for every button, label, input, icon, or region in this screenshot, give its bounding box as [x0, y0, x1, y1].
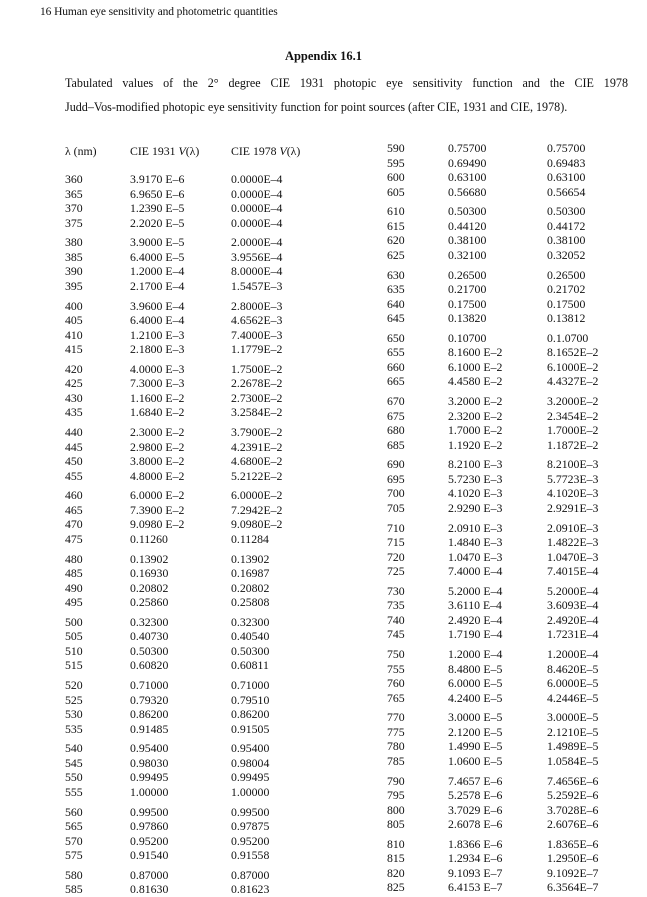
wavelength-cell: 545 — [65, 755, 83, 770]
wavelength-cell: 370 — [65, 201, 83, 216]
wavelength-cell: 430 — [65, 390, 83, 405]
cie1978-cell: 0.81623 — [231, 882, 270, 897]
cie1931-cell: 7.4000 E–4 — [448, 564, 503, 579]
cie1931-cell: 0.91485 — [130, 721, 169, 736]
cie1978-cell: 1.0584E–5 — [547, 753, 599, 768]
cie1978-cell: 1.5457E–3 — [231, 278, 283, 293]
cie1931-cell: 2.6078 E–6 — [448, 817, 503, 832]
cie1931-cell: 6.0000 E–5 — [448, 676, 503, 691]
wavelength-cell: 680 — [387, 423, 405, 438]
cie1931-cell: 7.3900 E–2 — [130, 502, 185, 517]
cie1978-cell: 0.79510 — [231, 692, 270, 707]
wavelength-cell: 460 — [65, 488, 83, 503]
wavelength-cell: 480 — [65, 551, 83, 566]
wavelength-cell: 395 — [65, 278, 83, 293]
wavelength-cell: 515 — [65, 658, 83, 673]
cie1978-cell: 0.38100 — [547, 233, 586, 248]
cie1931-cell: 2.9800 E–2 — [130, 439, 185, 454]
wavelength-cell: 660 — [387, 359, 405, 374]
cie1978-cell: 0.99500 — [231, 804, 270, 819]
wavelength-cell: 535 — [65, 721, 83, 736]
cie1931-cell: 5.2578 E–6 — [448, 788, 503, 803]
cie1931-cell: 0.40730 — [130, 629, 169, 644]
wavelength-cell: 685 — [387, 437, 405, 452]
cie1978-cell: 1.7500E–2 — [231, 361, 283, 376]
cie1931-cell: 3.8000 E–2 — [130, 454, 185, 469]
cie1931-cell: 1.6840 E–2 — [130, 405, 185, 420]
wavelength-cell: 635 — [387, 282, 405, 297]
cie1978-cell: 0.21702 — [547, 282, 586, 297]
cie1931-cell: 3.6110 E–4 — [448, 598, 502, 613]
cie1931-cell: 3.9600 E–4 — [130, 298, 185, 313]
cie1931-cell: 2.1700 E–4 — [130, 278, 185, 293]
cie1931-cell: 4.4580 E–2 — [448, 374, 503, 389]
cie1931-cell: 0.38100 — [448, 233, 487, 248]
wavelength-cell: 490 — [65, 580, 83, 595]
wavelength-cell: 625 — [387, 247, 405, 262]
cie1931-cell: 2.1200 E–5 — [448, 724, 503, 739]
cie1931-cell: 0.50300 — [448, 204, 487, 219]
cie1978-cell: 1.7000E–2 — [547, 423, 599, 438]
cie1931-cell: 0.95400 — [130, 741, 169, 756]
cie1931-cell: 1.2100 E–3 — [130, 327, 185, 342]
cie1978-cell: 3.7028E–6 — [547, 802, 599, 817]
cie1978-cell: 0.60811 — [231, 658, 269, 673]
cie1931-cell: 2.2020 E–5 — [130, 215, 185, 230]
wavelength-cell: 575 — [65, 848, 83, 863]
wavelength-cell: 415 — [65, 342, 83, 357]
cie1978-cell: 0.11284 — [231, 531, 269, 546]
cie1978-cell: 2.6076E–6 — [547, 817, 599, 832]
header-cie1978: CIE 1978 V(λ) — [231, 144, 301, 158]
wavelength-cell: 530 — [65, 707, 83, 722]
cie1931-cell: 0.69490 — [448, 155, 487, 170]
cie1931-cell: 0.13902 — [130, 551, 169, 566]
cie1931-cell: 0.97860 — [130, 819, 169, 834]
cie1931-cell: 0.99500 — [130, 804, 169, 819]
cie1978-cell: 0.99495 — [231, 770, 270, 785]
cie1978-cell: 0.91505 — [231, 721, 270, 736]
cie1978-cell: 0.71000 — [231, 678, 270, 692]
wavelength-cell: 825 — [387, 880, 405, 895]
cie1978-cell: 4.6800E–2 — [231, 454, 283, 469]
cie1931-cell: 8.1600 E–2 — [448, 345, 503, 360]
cie1978-cell: 0.20802 — [231, 580, 270, 595]
wavelength-cell: 670 — [387, 394, 405, 408]
wavelength-cell: 730 — [387, 583, 405, 598]
cie1931-cell: 0.50300 — [130, 643, 169, 658]
cie1931-cell: 5.7230 E–3 — [448, 471, 503, 486]
header-cie1931: CIE 1931 V(λ) — [130, 144, 200, 158]
wavelength-cell: 385 — [65, 249, 83, 264]
wavelength-cell: 410 — [65, 327, 83, 342]
cie1978-cell: 1.0470E–3 — [547, 549, 599, 564]
wavelength-cell: 375 — [65, 215, 83, 230]
cie1978-cell: 7.2942E–2 — [231, 502, 283, 517]
cie1978-cell: 0.1.0700 — [547, 330, 589, 345]
cie1978-cell: 2.0910E–3 — [547, 520, 599, 535]
cie1978-cell: 0.0000E–4 — [231, 186, 283, 201]
cie1931-cell: 0.56680 — [448, 184, 487, 199]
wavelength-cell: 565 — [65, 819, 83, 834]
wavelength-cell: 520 — [65, 678, 83, 692]
cie1931-cell: 0.16930 — [130, 566, 169, 581]
wavelength-cell: 495 — [65, 595, 83, 610]
wavelength-cell: 725 — [387, 564, 405, 579]
caption-line: Tabulated values of the 2° degree CIE 1931 photopic eye sensitivity function and the CIE 1978 — [65, 76, 628, 90]
cie1931-cell: 0.26500 — [448, 267, 487, 282]
cie1978-cell: 3.7900E–2 — [231, 425, 283, 439]
cie1978-cell: 6.0000E–5 — [547, 676, 599, 691]
cie1931-cell: 1.2000 E–4 — [130, 264, 185, 279]
wavelength-cell: 360 — [65, 172, 83, 186]
cie1978-cell: 3.2584E–2 — [231, 405, 283, 420]
cie1931-cell: 2.1800 E–3 — [130, 342, 185, 357]
running-head: 16 Human eye sensitivity and photometric quantities — [40, 6, 278, 18]
cie1978-cell: 0.25808 — [231, 595, 270, 610]
wavelength-cell: 465 — [65, 502, 83, 517]
cie1978-cell: 4.2391E–2 — [231, 439, 283, 454]
table-caption — [65, 71, 628, 119]
cie1931-cell: 6.9650 E–6 — [130, 186, 185, 201]
wavelength-cell: 405 — [65, 313, 83, 328]
cie1931-cell: 0.44120 — [448, 218, 487, 233]
cie1978-cell: 0.75700 — [547, 141, 586, 155]
wavelength-cell: 690 — [387, 457, 405, 472]
wavelength-cell: 790 — [387, 773, 405, 788]
cie1931-cell: 6.4000 E–5 — [130, 249, 185, 264]
wavelength-cell: 655 — [387, 345, 405, 360]
cie1978-cell: 1.8365E–6 — [547, 836, 599, 851]
cie1931-cell: 0.21700 — [448, 282, 487, 297]
caption-line: Judd–Vos-modified photopic eye sensitivity function for point sources (after CIE, 1931 and CIE, 1978). — [65, 100, 568, 114]
cie1978-cell: 3.9556E–4 — [231, 249, 283, 264]
cie1978-cell: 0.17500 — [547, 296, 586, 311]
cie1931-cell: 0.10700 — [448, 330, 487, 345]
cie1978-cell: 2.4920E–4 — [547, 612, 599, 627]
cie1978-cell: 2.3454E–2 — [547, 408, 599, 423]
cie1931-cell: 1.7000 E–2 — [448, 423, 503, 438]
wavelength-cell: 740 — [387, 612, 405, 627]
cie1978-cell: 1.2950E–6 — [547, 851, 599, 866]
wavelength-cell: 365 — [65, 186, 83, 201]
cie1931-cell: 1.4840 E–3 — [448, 535, 503, 550]
wavelength-cell: 800 — [387, 802, 405, 817]
cie1978-cell: 2.2678E–2 — [231, 376, 283, 391]
wavelength-cell: 400 — [65, 298, 83, 313]
wavelength-cell: 815 — [387, 851, 405, 866]
wavelength-cell: 445 — [65, 439, 83, 454]
cie1931-cell: 0.79320 — [130, 692, 169, 707]
wavelength-cell: 585 — [65, 882, 83, 897]
wavelength-cell: 630 — [387, 267, 405, 282]
cie1978-cell: 9.0980E–2 — [231, 517, 283, 532]
cie1931-cell: 0.25860 — [130, 595, 169, 610]
cie1931-cell: 0.71000 — [130, 678, 169, 692]
cie1978-cell: 0.13812 — [547, 311, 586, 326]
cie1978-cell: 7.4015E–4 — [547, 564, 599, 579]
cie1931-cell: 0.32100 — [448, 247, 487, 262]
cie1931-cell: 5.2000 E–4 — [448, 583, 503, 598]
cie1931-cell: 0.32300 — [130, 614, 169, 629]
wavelength-cell: 540 — [65, 741, 83, 756]
cie1931-cell: 1.0470 E–3 — [448, 549, 503, 564]
cie1978-cell: 2.7300E–2 — [231, 390, 283, 405]
cie1931-cell: 4.8000 E–2 — [130, 468, 185, 483]
wavelength-cell: 560 — [65, 804, 83, 819]
cie1978-cell: 5.2000E–4 — [547, 583, 599, 598]
wavelength-cell: 555 — [65, 784, 83, 799]
cie1931-cell: 9.1093 E–7 — [448, 865, 503, 880]
wavelength-cell: 425 — [65, 376, 83, 391]
cie1978-cell: 0.95200 — [231, 833, 270, 848]
cie1978-cell: 2.1210E–5 — [547, 724, 599, 739]
wavelength-cell: 805 — [387, 817, 405, 832]
cie1978-cell: 5.7723E–3 — [547, 471, 599, 486]
cie1978-cell: 0.40540 — [231, 629, 270, 644]
wavelength-cell: 640 — [387, 296, 405, 311]
cie1931-cell: 1.7190 E–4 — [448, 627, 503, 642]
cie1931-cell: 0.75700 — [448, 141, 487, 155]
wavelength-cell: 455 — [65, 468, 83, 483]
wavelength-cell: 440 — [65, 425, 83, 439]
wavelength-cell: 820 — [387, 865, 405, 880]
cie1978-cell: 0.86200 — [231, 707, 270, 722]
cie1978-cell: 1.2000E–4 — [547, 647, 599, 661]
cie1931-cell: 0.20802 — [130, 580, 169, 595]
wavelength-cell: 600 — [387, 170, 405, 185]
cie1978-cell: 0.0000E–4 — [231, 201, 283, 216]
wavelength-cell: 475 — [65, 531, 83, 546]
cie1931-cell: 2.4920 E–4 — [448, 612, 503, 627]
cie1978-cell: 0.0000E–4 — [231, 172, 283, 186]
wavelength-cell: 770 — [387, 710, 405, 725]
cie1978-cell: 1.4989E–5 — [547, 739, 599, 754]
cie1931-cell: 2.3000 E–2 — [130, 425, 185, 439]
wavelength-cell: 505 — [65, 629, 83, 644]
cie1978-cell: 0.32300 — [231, 614, 270, 629]
wavelength-cell: 700 — [387, 486, 405, 501]
wavelength-cell: 450 — [65, 454, 83, 469]
cie1931-cell: 0.87000 — [130, 867, 169, 882]
wavelength-cell: 695 — [387, 471, 405, 486]
wavelength-cell: 525 — [65, 692, 83, 707]
cie1978-cell: 3.6093E–4 — [547, 598, 599, 613]
cie1978-cell: 8.1652E–2 — [547, 345, 599, 360]
wavelength-cell: 720 — [387, 549, 405, 564]
cie1978-cell: 0.97875 — [231, 819, 270, 834]
wavelength-cell: 380 — [65, 235, 83, 250]
wavelength-cell: 550 — [65, 770, 83, 785]
wavelength-cell: 710 — [387, 520, 405, 535]
cie1931-cell: 2.0910 E–3 — [448, 520, 503, 535]
cie1978-cell: 4.1020E–3 — [547, 486, 599, 501]
cie1931-cell: 3.9000 E–5 — [130, 235, 185, 250]
cie1931-cell: 1.4990 E–5 — [448, 739, 503, 754]
wavelength-cell: 735 — [387, 598, 405, 613]
wavelength-cell: 795 — [387, 788, 405, 803]
wavelength-cell: 645 — [387, 311, 405, 326]
cie1931-cell: 0.95200 — [130, 833, 169, 848]
cie1931-cell: 6.1000 E–2 — [448, 359, 503, 374]
wavelength-cell: 500 — [65, 614, 83, 629]
wavelength-cell: 650 — [387, 330, 405, 345]
cie1978-cell: 7.4000E–3 — [231, 327, 283, 342]
cie1931-cell: 9.0980 E–2 — [130, 517, 185, 532]
wavelength-cell: 580 — [65, 867, 83, 882]
cie1978-cell: 8.0000E–4 — [231, 264, 283, 279]
wavelength-cell: 605 — [387, 184, 405, 199]
cie1931-cell: 1.1920 E–2 — [448, 437, 503, 452]
wavelength-cell: 765 — [387, 690, 405, 705]
cie1978-cell: 1.00000 — [231, 784, 270, 799]
cie1978-cell: 8.4620E–5 — [547, 661, 599, 676]
wavelength-cell: 760 — [387, 676, 405, 691]
cie1931-cell: 6.4153 E–7 — [448, 880, 503, 895]
cie1978-cell: 0.63100 — [547, 170, 586, 185]
cie1978-cell: 0.50300 — [231, 643, 270, 658]
cie1978-cell: 2.0000E–4 — [231, 235, 283, 250]
wavelength-cell: 420 — [65, 361, 83, 376]
cie1978-cell: 0.50300 — [547, 204, 586, 219]
cie1978-cell: 1.1872E–2 — [547, 437, 599, 452]
cie1931-cell: 0.81630 — [130, 882, 169, 897]
cie1978-cell: 4.6562E–3 — [231, 313, 283, 328]
cie1978-cell: 0.69483 — [547, 155, 586, 170]
cie1931-cell: 0.98030 — [130, 755, 169, 770]
cie1978-cell: 0.32052 — [547, 247, 586, 262]
wavelength-cell: 570 — [65, 833, 83, 848]
cie1978-cell: 7.4656E–6 — [547, 773, 599, 788]
cie1931-cell: 0.11260 — [130, 531, 168, 546]
cie1931-cell: 8.2100 E–3 — [448, 457, 503, 472]
cie1931-cell: 0.99495 — [130, 770, 169, 785]
cie1978-cell: 1.1779E–2 — [231, 342, 283, 357]
cie1931-cell: 2.9290 E–3 — [448, 500, 503, 515]
cie1931-cell: 6.4000 E–4 — [130, 313, 185, 328]
header-wavelength: λ (nm) — [65, 144, 97, 158]
cie1931-cell: 3.0000 E–5 — [448, 710, 503, 725]
cie1931-cell: 0.86200 — [130, 707, 169, 722]
wavelength-cell: 705 — [387, 500, 405, 515]
cie1978-cell: 0.87000 — [231, 867, 270, 882]
cie1931-cell: 4.2400 E–5 — [448, 690, 503, 705]
wavelength-cell: 435 — [65, 405, 83, 420]
cie1978-cell: 0.0000E–4 — [231, 215, 283, 230]
wavelength-cell: 615 — [387, 218, 405, 233]
cie1978-cell: 3.0000E–5 — [547, 710, 599, 725]
wavelength-cell: 610 — [387, 204, 405, 219]
cie1931-cell: 1.8366 E–6 — [448, 836, 503, 851]
cie1931-cell: 1.0600 E–5 — [448, 753, 503, 768]
cie1978-cell: 0.16987 — [231, 566, 270, 581]
cie1978-cell: 8.2100E–3 — [547, 457, 599, 472]
cie1978-cell: 0.13902 — [231, 551, 270, 566]
wavelength-cell: 510 — [65, 643, 83, 658]
cie1978-cell: 6.1000E–2 — [547, 359, 599, 374]
cie1978-cell: 6.0000E–2 — [231, 488, 283, 503]
cie1978-cell: 5.2592E–6 — [547, 788, 599, 803]
cie1978-cell: 0.44172 — [547, 218, 586, 233]
wavelength-cell: 595 — [387, 155, 405, 170]
cie1978-cell: 1.4822E–3 — [547, 535, 599, 550]
wavelength-cell: 785 — [387, 753, 405, 768]
wavelength-cell: 715 — [387, 535, 405, 550]
wavelength-cell: 750 — [387, 647, 405, 661]
wavelength-cell: 470 — [65, 517, 83, 532]
cie1931-cell: 1.2000 E–4 — [448, 647, 503, 661]
cie1978-cell: 1.7231E–4 — [547, 627, 599, 642]
cie1931-cell: 0.91540 — [130, 848, 169, 863]
wavelength-cell: 780 — [387, 739, 405, 754]
wavelength-cell: 810 — [387, 836, 405, 851]
cie1931-cell: 4.0000 E–3 — [130, 361, 185, 376]
cie1978-cell: 5.2122E–2 — [231, 468, 283, 483]
cie1978-cell: 0.91558 — [231, 848, 270, 863]
cie1931-cell: 3.9170 E–6 — [130, 172, 185, 186]
wavelength-cell: 390 — [65, 264, 83, 279]
wavelength-cell: 675 — [387, 408, 405, 423]
cie1978-cell: 6.3564E–7 — [547, 880, 599, 895]
cie1931-cell: 8.4800 E–5 — [448, 661, 503, 676]
cie1978-cell: 0.98004 — [231, 755, 270, 770]
cie1931-cell: 6.0000 E–2 — [130, 488, 185, 503]
cie1931-cell: 1.1600 E–2 — [130, 390, 185, 405]
cie1931-cell: 4.1020 E–3 — [448, 486, 503, 501]
cie1978-cell: 2.8000E–3 — [231, 298, 283, 313]
cie1978-cell: 3.2000E–2 — [547, 394, 599, 408]
cie1931-cell: 7.3000 E–3 — [130, 376, 185, 391]
cie1978-cell: 2.9291E–3 — [547, 500, 599, 515]
cie1931-cell: 1.2390 E–5 — [130, 201, 185, 216]
cie1978-cell: 9.1092E–7 — [547, 865, 599, 880]
cie1978-cell: 4.4327E–2 — [547, 374, 599, 389]
cie1931-cell: 3.7029 E–6 — [448, 802, 503, 817]
cie1931-cell: 0.17500 — [448, 296, 487, 311]
cie1931-cell: 3.2000 E–2 — [448, 394, 503, 408]
cie1978-cell: 0.26500 — [547, 267, 586, 282]
cie1978-cell: 0.56654 — [547, 184, 586, 199]
wavelength-cell: 590 — [387, 141, 405, 155]
wavelength-cell: 485 — [65, 566, 83, 581]
cie1978-cell: 0.95400 — [231, 741, 270, 756]
cie1931-cell: 1.00000 — [130, 784, 169, 799]
cie1978-cell: 4.2446E–5 — [547, 690, 599, 705]
cie1931-cell: 1.2934 E–6 — [448, 851, 503, 866]
wavelength-cell: 775 — [387, 724, 405, 739]
appendix-title: Appendix 16.1 — [284, 49, 363, 63]
cie1931-cell: 0.60820 — [130, 658, 169, 673]
wavelength-cell: 665 — [387, 374, 405, 389]
wavelength-cell: 620 — [387, 233, 405, 248]
cie1931-cell: 7.4657 E–6 — [448, 773, 503, 788]
wavelength-cell: 755 — [387, 661, 405, 676]
wavelength-cell: 745 — [387, 627, 405, 642]
cie1931-cell: 0.63100 — [448, 170, 487, 185]
cie1931-cell: 2.3200 E–2 — [448, 408, 503, 423]
cie1931-cell: 0.13820 — [448, 311, 487, 326]
